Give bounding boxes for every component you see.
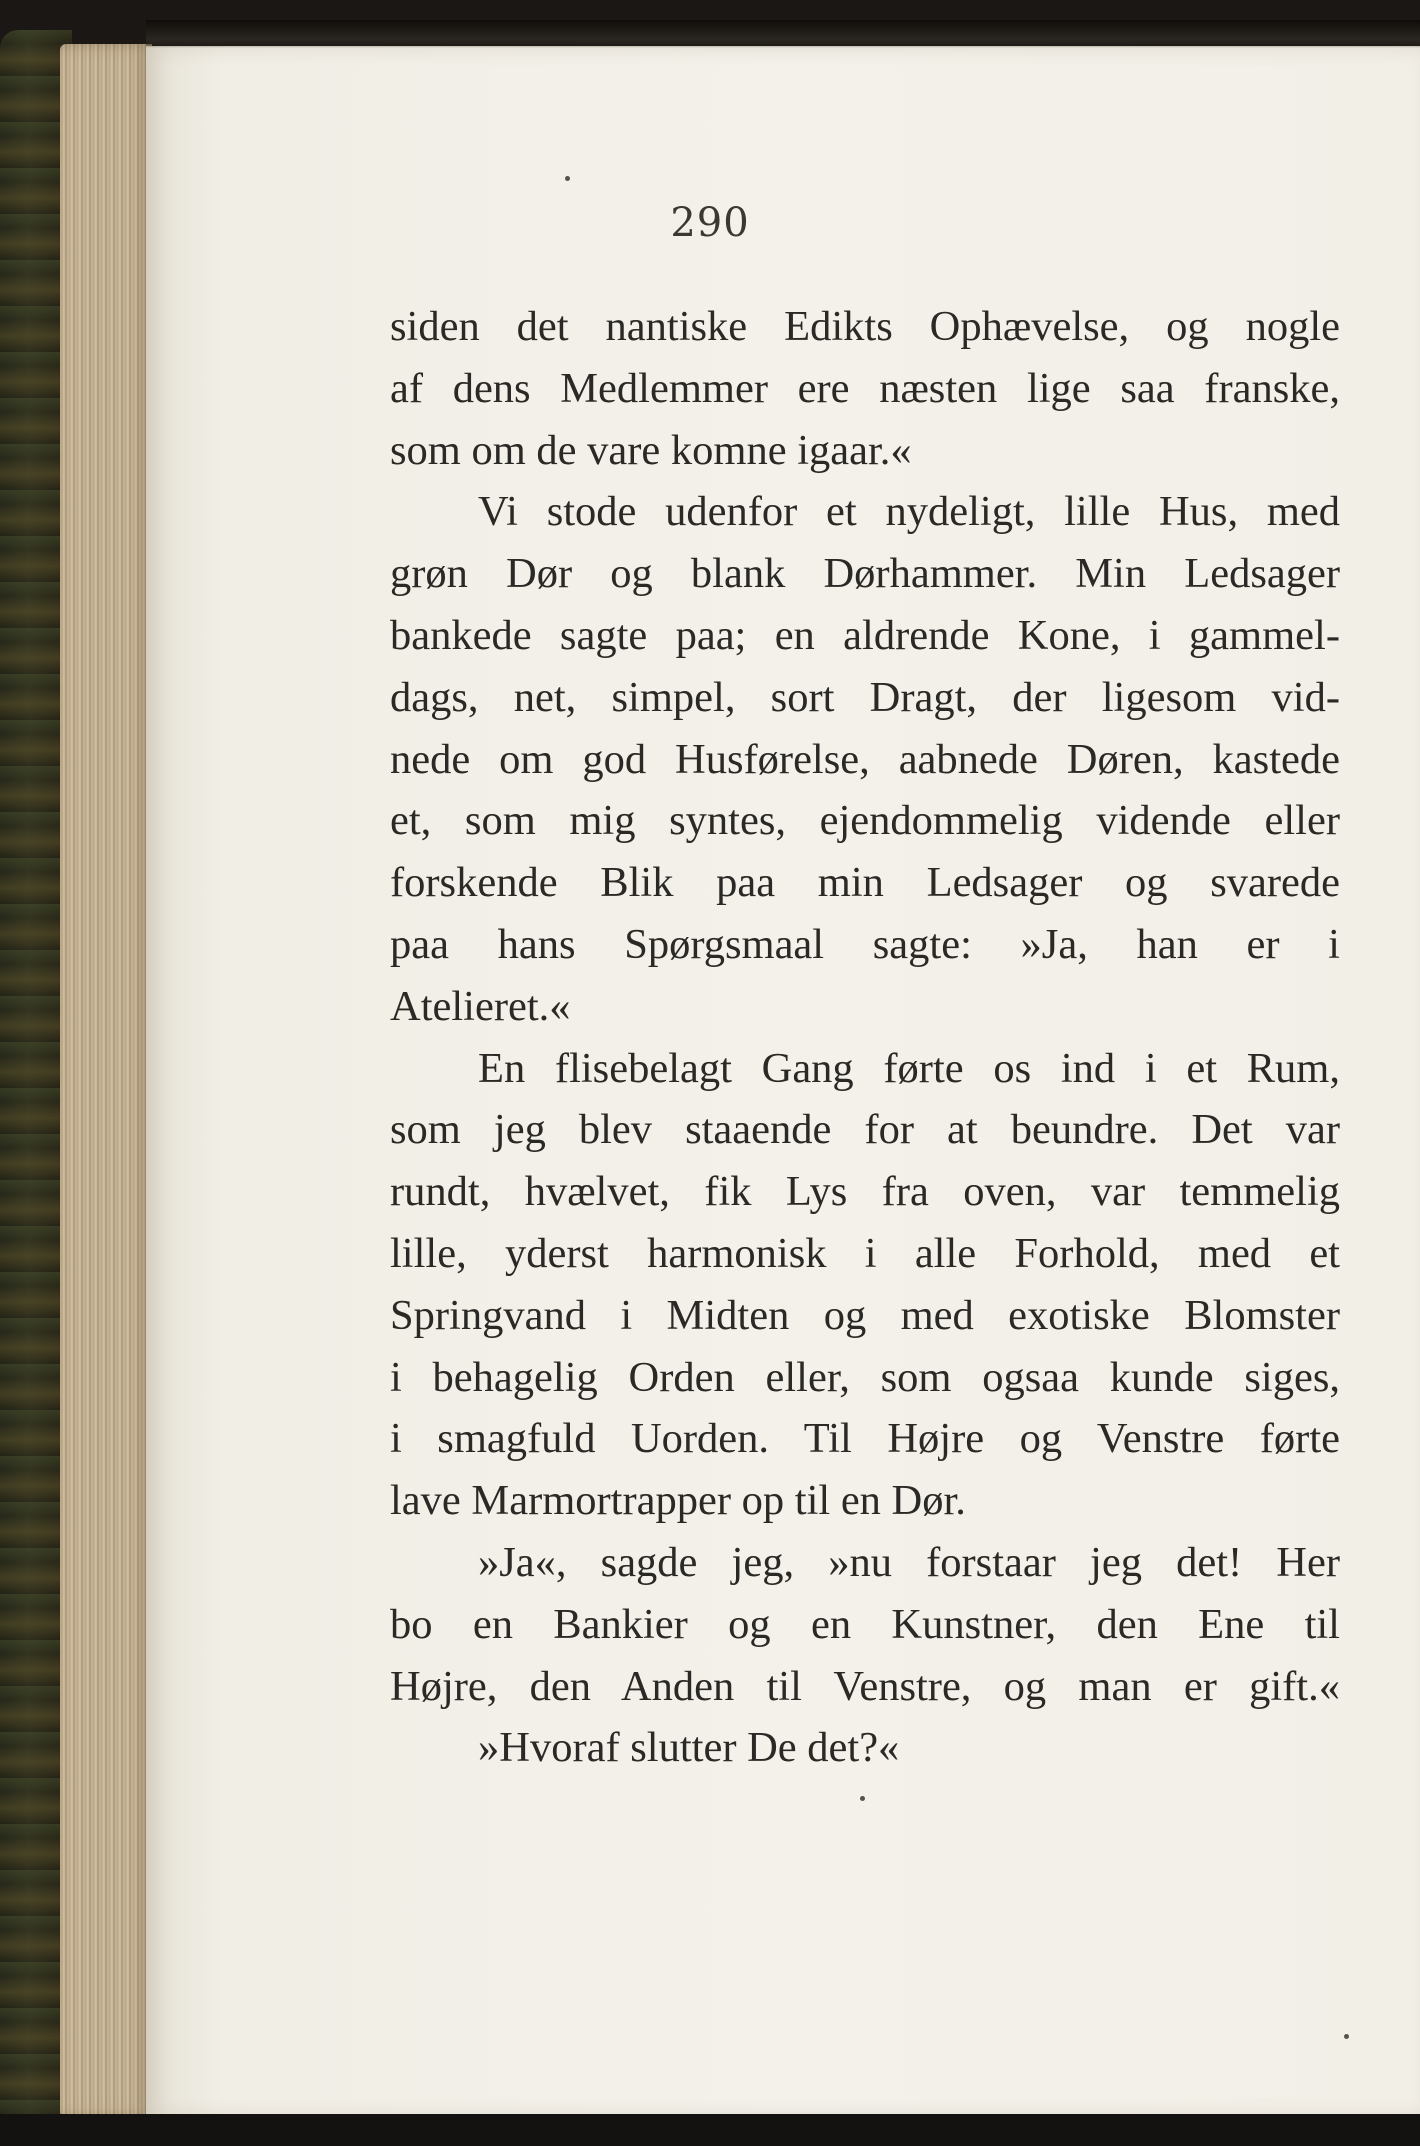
text-line: dags, net, simpel, sort Dragt, der ligesom vid- xyxy=(390,673,1340,721)
text-line: »Hvoraf slutter De det?« xyxy=(478,1724,900,1772)
text-line: paa hans Spørgsmaal sagte: »Ja, han er i xyxy=(390,920,1340,968)
text-line: i smagfuld Uorden. Til Højre og Venstre førte xyxy=(390,1415,1340,1463)
page-number: 290 xyxy=(670,200,750,246)
text-line: Springvand i Midten og med exotiske Blomster xyxy=(390,1291,1340,1339)
text-line: Højre, den Anden til Venstre, og man er gift.« xyxy=(390,1662,1340,1710)
text-line: lave Marmortrapper op til en Dør. xyxy=(390,1477,966,1525)
top-shadow xyxy=(146,20,1420,48)
ink-speck xyxy=(565,176,570,181)
text-line: et, som mig syntes, ejendommelig vidende eller xyxy=(390,797,1340,845)
text-line: »Ja«, sagde jeg, »nu forstaar jeg det! Her xyxy=(478,1538,1340,1586)
ink-speck xyxy=(1344,2034,1349,2039)
text-line: nede om god Husførelse, aabnede Døren, kastede xyxy=(390,735,1340,783)
text-line: i behagelig Orden eller, som ogsaa kunde siges, xyxy=(390,1353,1340,1401)
text-line: som om de vare komne igaar.« xyxy=(390,426,912,474)
text-line: Vi stode udenfor et nydeligt, lille Hus, med xyxy=(478,488,1340,536)
text-line: forskende Blik paa min Ledsager og svarede xyxy=(390,859,1340,907)
page-block-edges xyxy=(60,44,152,2118)
text-line: siden det nantiske Edikts Ophævelse, og nogle xyxy=(390,303,1340,350)
text-line: lille, yderst harmonisk i alle Forhold, med et xyxy=(390,1229,1340,1277)
bottom-shadow xyxy=(0,2114,1420,2146)
text-line: grøn Dør og blank Dørhammer. Min Ledsager xyxy=(390,550,1340,598)
text-line: En flisebelagt Gang førte os ind i et Rum, xyxy=(478,1044,1340,1092)
text-line: rundt, hvælvet, fik Lys fra oven, var temmelig xyxy=(390,1168,1340,1216)
text-line: af dens Medlemmer ere næsten lige saa franske, xyxy=(390,364,1340,412)
text-line: bankede sagte paa; en aldrende Kone, i gammel- xyxy=(390,611,1340,659)
text-line: Atelieret.« xyxy=(390,982,571,1030)
body-text xyxy=(390,296,1340,1779)
text-line: som jeg blev staaende for at beundre. Det var xyxy=(390,1106,1340,1154)
text-line: bo en Bankier og en Kunstner, den Ene til xyxy=(390,1600,1340,1648)
ink-speck xyxy=(860,1796,865,1801)
